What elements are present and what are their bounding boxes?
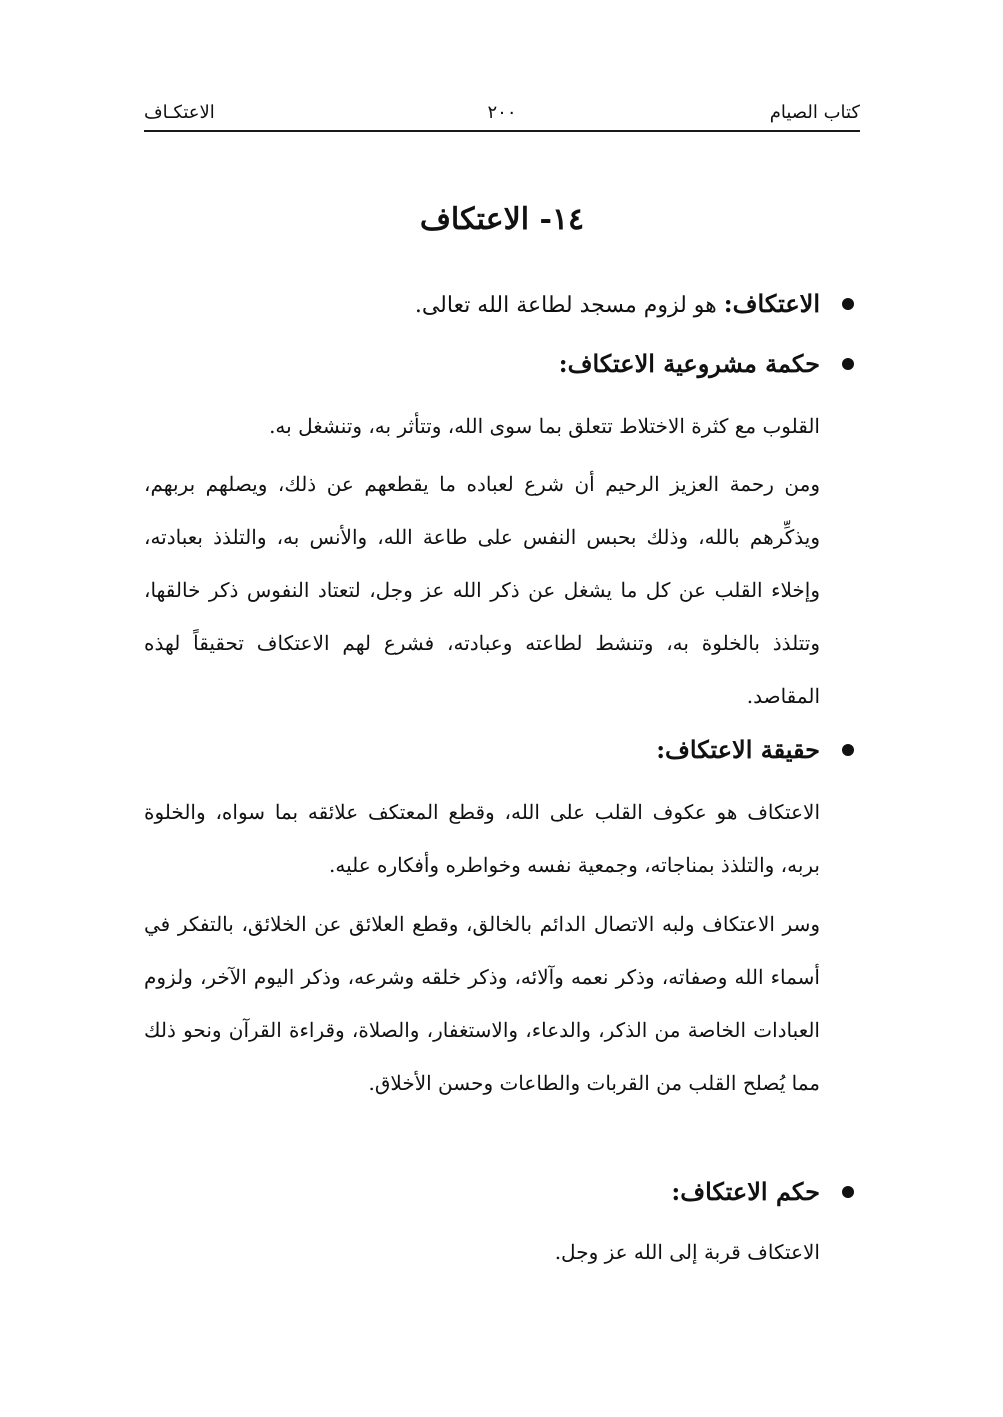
book-title: كتاب الصيام <box>769 102 860 123</box>
ruling-heading: حكم الاعتكاف: <box>671 1177 820 1206</box>
reality-heading: حقيقة الاعتكاف: <box>656 735 820 764</box>
bullet-icon <box>842 298 854 310</box>
running-header <box>144 96 860 132</box>
section-title: الاعتكـاف <box>144 102 215 123</box>
bullet-icon <box>842 1186 854 1198</box>
reality-heading-item <box>144 728 820 772</box>
wisdom-heading: حكمة مشروعية الاعتكاف: <box>558 349 820 378</box>
bullet-icon <box>842 744 854 756</box>
ruling-heading-item <box>144 1170 820 1214</box>
wisdom-paragraph-1: القلوب مع كثرة الاختلاط تتعلق بما سوى الله، وتتأثر به، وتنشغل به. <box>269 414 820 438</box>
reality-paragraph-2: وسر الاعتكاف ولبه الاتصال الدائم بالخالق، وقطع العلائق عن الخلائق، بالتفكر في أسماء الله وصفاته، وذكر نعمه وآلائه، وذكر خلقه وشرعه، وذكر اليوم الآخر، ولزوم العبادات الخاصة من الذكر، والدعاء، والاستغفار، والصلاة، وقراءة القرآن ونحو ذلك مما يُصلح القلب من القربات والطاعات وحسن الأخلاق. <box>144 912 820 1095</box>
reality-paragraph-1: الاعتكاف هو عكوف القلب على الله، وقطع المعتكف علائقه بما سواه، والخلوة بربه، والتلذذ بمناجاته، وجمعية نفسه وخواطره وأفكاره عليه. <box>144 800 820 877</box>
page-number: ٢٠٠ <box>487 102 517 123</box>
wisdom-heading-item <box>144 342 820 386</box>
wisdom-paragraph-2: ومن رحمة العزيز الرحيم أن شرع لعباده ما يقطعهم عن ذلك، ويصلهم بربهم، ويذكِّرهم بالله، وذلك بحبس النفس على طاعة الله، والأنس به، والتلذذ بعبادته، وإخلاء القلب عن كل ما يشغل عن ذكر الله عز وجل، لتعتاد النفوس ذكر خالقها، وتتلذذ بالخلوة به، وتنشط لطاعته وعبادته، فشرع لهم الاعتكاف تحقيقاً لهذه المقاصد. <box>144 472 820 708</box>
definition-term: الاعتكاف: <box>723 289 820 318</box>
definition-item <box>144 282 820 326</box>
definition-text <box>415 288 820 322</box>
chapter-title: ١٤- الاعتكاف <box>419 202 585 237</box>
ruling-paragraph-1: الاعتكاف قربة إلى الله عز وجل. <box>554 1240 820 1264</box>
bullet-icon <box>842 358 854 370</box>
definition-body: هو لزوم مسجد لطاعة الله تعالى. <box>414 293 724 318</box>
